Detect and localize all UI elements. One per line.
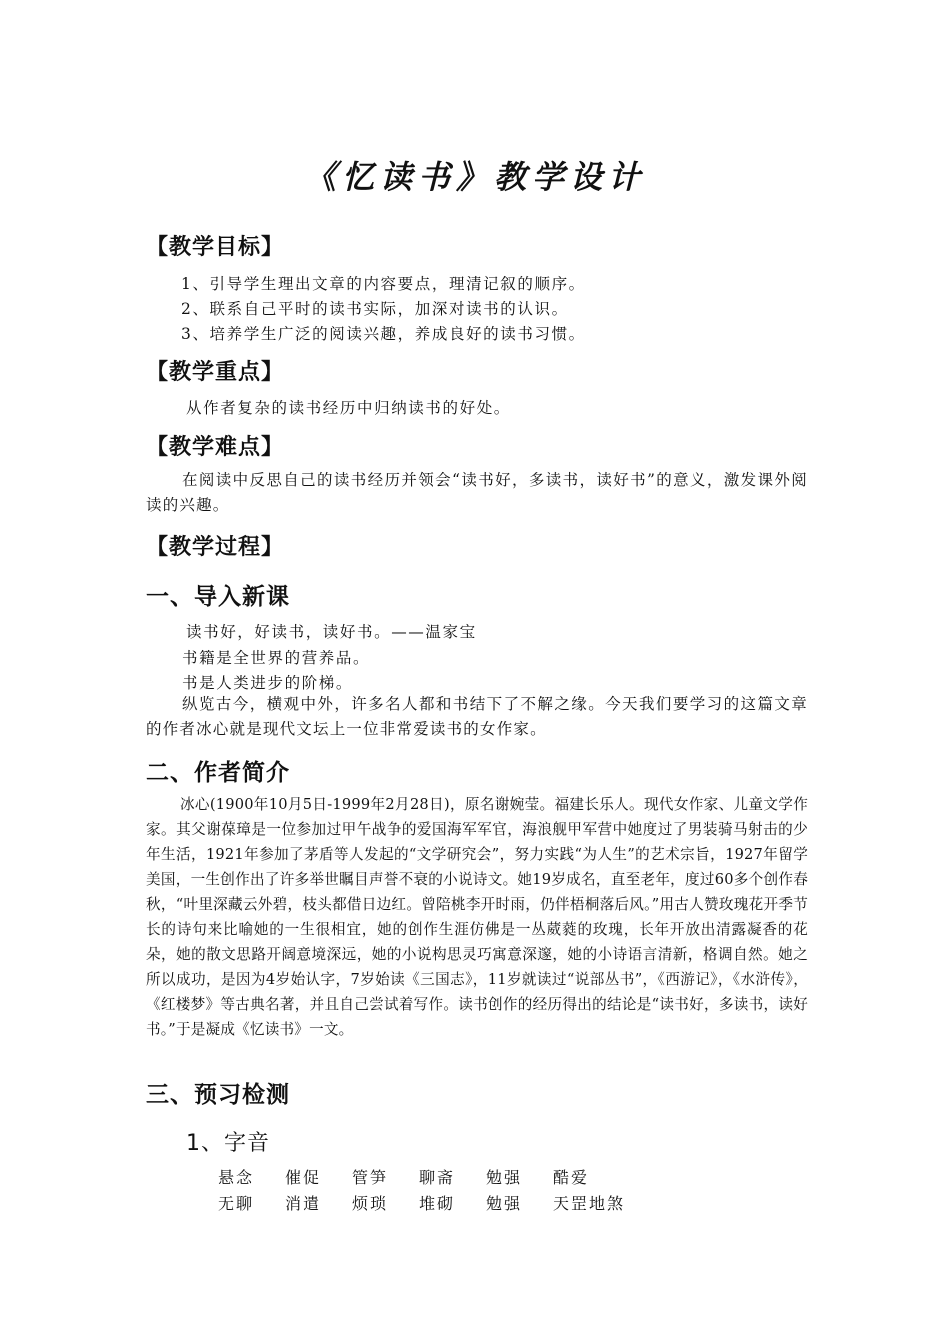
author-bio-paragraph: 冰心(1900年10月5日-1999年2月28日)，原名谢婉莹。福建长乐人。现代女作家、儿童文学作家。其父谢葆璋是一位参加过甲午战争的爱国海军军官，海浪舰甲军营中她度过了男装骑马射击的少年生活，1921年参加了茅盾等人发起的“文学研究会”，努力实践“为人生”的艺术宗旨，1927年留学美国，一生创作出了许多举世瞩目声誉不衰的小说诗文。她19岁成名，直至老年，度过60多个创作春秋，“叶里深藏云外碧，枝头都借日边红。曾陪桃李开时雨，仍伴梧桐落后风。”用古人赞玫瑰花开季节长的诗句来比喻她的一生很相宜，她的创作生涯仿佛是一丛葳蕤的玫瑰，长年开放出清露凝香的花朵，她的散文思路开阔意境深远，她的小说构思灵巧寓意深邃，她的小诗语言清新，格调自然。她之所以成功，是因为4岁始认字，7岁始读《三国志》，11岁就读过“说部丛书”，《西游记》，《水浒传》，《红楼梦》等古典名著，并且自己尝试着写作。读书创作的经历得出的结论是“读书好，多读书，读好书。”于是凝成《忆读书》一文。	[146, 796, 808, 1038]
key-points-heading: 【教学重点】	[146, 360, 285, 385]
section-intro-heading: 一、导入新课	[146, 584, 290, 610]
word-item: 烦琐	[352, 1194, 389, 1213]
goal-item-3: 3、培养学生广泛的阅读兴趣，养成良好的读书习惯。	[181, 325, 586, 343]
section-author-heading: 二、作者简介	[146, 760, 290, 786]
quote-line-2: 书籍是全世界的营养品。	[182, 649, 371, 667]
difficulty-heading: 【教学难点】	[146, 435, 285, 460]
word-item: 勉强	[486, 1194, 523, 1213]
goal-item-1: 1、引导学生理出文章的内容要点，理清记叙的顺序。	[181, 275, 586, 293]
difficulty-text: 在阅读中反思自己的读书经历并领会“读书好，多读书，读好书”的意义，激发课外阅读的兴趣。	[146, 471, 808, 514]
subsection-pronunciation-heading: 1、字音	[186, 1131, 270, 1156]
quote-line-1: 读书好，好读书，读好书。——温家宝	[186, 623, 477, 641]
document-title: 《忆读书》教学设计	[303, 158, 646, 196]
pronunciation-word-list	[218, 1165, 626, 1217]
word-item: 勉强	[486, 1168, 523, 1187]
word-row-2	[218, 1191, 626, 1217]
quote-line-3: 书是人类进步的阶梯。	[182, 674, 354, 692]
section-preview-heading: 三、预习检测	[146, 1082, 290, 1108]
word-item: 无聊	[218, 1194, 255, 1213]
process-heading: 【教学过程】	[146, 535, 285, 560]
word-item: 酷爱	[553, 1168, 590, 1187]
key-points-text: 从作者复杂的读书经历中归纳读书的好处。	[186, 399, 511, 417]
goal-item-2: 2、联系自己平时的读书实际，加深对读书的认识。	[181, 300, 569, 318]
word-row-1	[218, 1165, 620, 1191]
goals-heading: 【教学目标】	[146, 235, 285, 260]
word-item: 堆砌	[419, 1194, 456, 1213]
intro-paragraph: 纵览古今，横观中外，许多名人都和书结下了不解之缘。今天我们要学习的这篇文章的作者冰心就是现代文坛上一位非常爱读书的女作家。	[146, 695, 808, 738]
word-item: 悬念	[218, 1168, 255, 1187]
word-item: 催促	[285, 1168, 322, 1187]
word-item: 消遣	[285, 1194, 322, 1213]
word-item: 聊斋	[419, 1168, 456, 1187]
word-item: 管笋	[352, 1168, 389, 1187]
word-item: 天罡地煞	[553, 1194, 626, 1213]
